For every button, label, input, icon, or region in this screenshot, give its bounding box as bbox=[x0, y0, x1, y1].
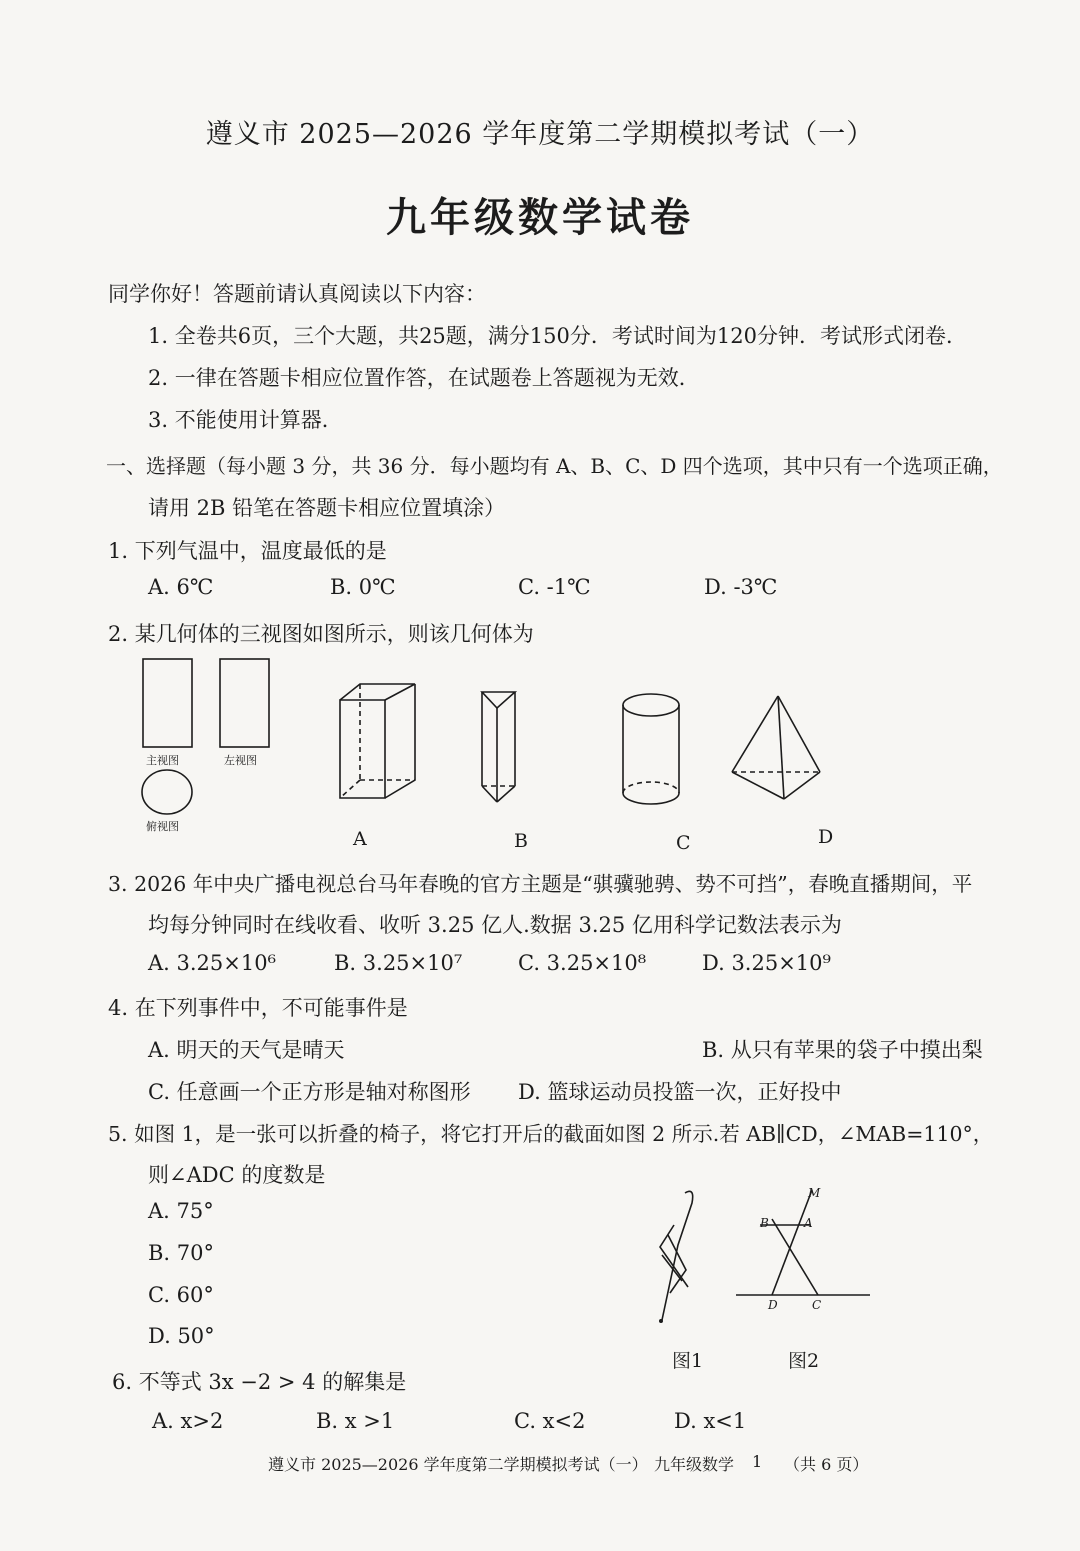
q4-option-b: B. 从只有苹果的袋子中摸出梨 bbox=[702, 1038, 983, 1062]
q1-option-d: D. -3℃ bbox=[704, 575, 778, 599]
section-heading-line1: 一、选择题（每小题 3 分，共 36 分．每小题均有 A、B、C、D 四个选项，其中只有一个选项正确， bbox=[106, 454, 1003, 478]
option-c-cylinder-figure bbox=[618, 690, 698, 820]
q3-option-c: C. 3.25×10⁸ bbox=[518, 951, 647, 975]
footer-subject: 九年级数学 bbox=[654, 1455, 735, 1474]
intro-note-2: 2. 一律在答题卡相应位置作答，在试题卷上答题视为无效． bbox=[148, 366, 700, 390]
q6-stem: 6. 不等式 3x −2 > 4 的解集是 bbox=[112, 1370, 407, 1394]
q6-option-b: B. x >1 bbox=[316, 1409, 395, 1433]
side-view-shape bbox=[220, 659, 269, 747]
q3-option-b: B. 3.25×10⁷ bbox=[334, 951, 463, 975]
intro-note-3: 3. 不能使用计算器． bbox=[148, 408, 343, 432]
figure-1-caption: 图1 bbox=[672, 1350, 704, 1372]
q5-option-c: C. 60° bbox=[148, 1283, 214, 1307]
three-view-figure bbox=[136, 655, 286, 835]
option-b-triangular-prism-figure bbox=[475, 690, 555, 810]
top-view-label: 俯视图 bbox=[146, 820, 179, 833]
q6-option-d: D. x<1 bbox=[674, 1409, 747, 1433]
side-view-label: 左视图 bbox=[224, 754, 257, 767]
figure-2-caption: 图2 bbox=[788, 1350, 820, 1372]
intro-greeting: 同学你好！答题前请认真阅读以下内容： bbox=[108, 282, 486, 306]
q4-stem: 4. 在下列事件中，不可能事件是 bbox=[108, 996, 408, 1020]
q1-option-a: A. 6℃ bbox=[148, 575, 214, 599]
q3-stem-line2: 均每分钟同时在线收看、收听 3.25 亿人.数据 3.25 亿用科学记数法表示为 bbox=[148, 913, 842, 937]
q5-stem-line2: 则∠ADC 的度数是 bbox=[148, 1163, 326, 1187]
front-view-label: 主视图 bbox=[146, 754, 179, 767]
chair-cross-section-figure bbox=[730, 1185, 880, 1325]
q5-option-b: B. 70° bbox=[148, 1241, 215, 1265]
q3-option-a: A. 3.25×10⁶ bbox=[148, 951, 277, 975]
q2-stem: 2. 某几何体的三视图如图所示，则该几何体为 bbox=[108, 622, 534, 646]
section-heading-line2: 请用 2B 铅笔在答题卡相应位置填涂） bbox=[148, 496, 506, 520]
q4-option-a: A. 明天的天气是晴天 bbox=[148, 1038, 345, 1062]
q3-stem-line1: 3. 2026 年中央广播电视总台马年春晚的官方主题是“骐骥驰骋、势不可挡”，春晚直播期间，平 bbox=[108, 872, 973, 896]
option-b-label: B bbox=[514, 830, 528, 852]
footer-exam-title: 遵义市 2025—2026 学年度第二学期模拟考试（一） bbox=[268, 1455, 648, 1474]
option-a-label: A bbox=[353, 828, 367, 850]
q6-option-c: C. x<2 bbox=[514, 1409, 586, 1433]
top-view-shape bbox=[142, 770, 192, 814]
option-d-pyramid-figure bbox=[728, 692, 828, 812]
q4-option-d: D. 篮球运动员投篮一次，正好投中 bbox=[518, 1080, 842, 1104]
q3-option-d: D. 3.25×10⁹ bbox=[702, 951, 831, 975]
point-label-c: C bbox=[812, 1298, 822, 1312]
q5-stem-line1: 5. 如图 1，是一张可以折叠的椅子，将它打开后的截面如图 2 所示.若 AB∥CD，∠MAB=110°， bbox=[108, 1122, 994, 1146]
option-c-label: C bbox=[676, 832, 691, 854]
point-label-m: M bbox=[808, 1186, 821, 1200]
q1-option-b: B. 0℃ bbox=[330, 575, 396, 599]
exam-title: 遵义市 2025—2026 学年度第二学期模拟考试（一） bbox=[205, 119, 875, 150]
point-label-b: B bbox=[760, 1216, 769, 1230]
footer-total-pages: （共 6 页） bbox=[784, 1455, 869, 1474]
q5-option-a: A. 75° bbox=[148, 1199, 214, 1223]
q1-option-c: C. -1℃ bbox=[518, 575, 591, 599]
q6-option-a: A. x>2 bbox=[152, 1409, 224, 1433]
folding-chair-figure bbox=[640, 1185, 710, 1335]
q4-option-c: C. 任意画一个正方形是轴对称图形 bbox=[148, 1080, 471, 1104]
front-view-shape bbox=[143, 659, 192, 747]
q1-stem: 1. 下列气温中，温度最低的是 bbox=[108, 539, 387, 563]
option-a-prism-figure bbox=[330, 680, 430, 810]
point-label-d: D bbox=[768, 1298, 778, 1312]
intro-note-1: 1. 全卷共6页，三个大题，共25题，满分150分．考试时间为120分钟．考试形式闭卷． bbox=[148, 324, 967, 348]
point-label-a: A bbox=[804, 1216, 813, 1230]
option-d-label: D bbox=[818, 826, 834, 848]
q5-option-d: D. 50° bbox=[148, 1324, 215, 1348]
paper-title: 九年级数学试卷 bbox=[386, 194, 694, 241]
footer-page-number: 1 bbox=[752, 1452, 763, 1471]
